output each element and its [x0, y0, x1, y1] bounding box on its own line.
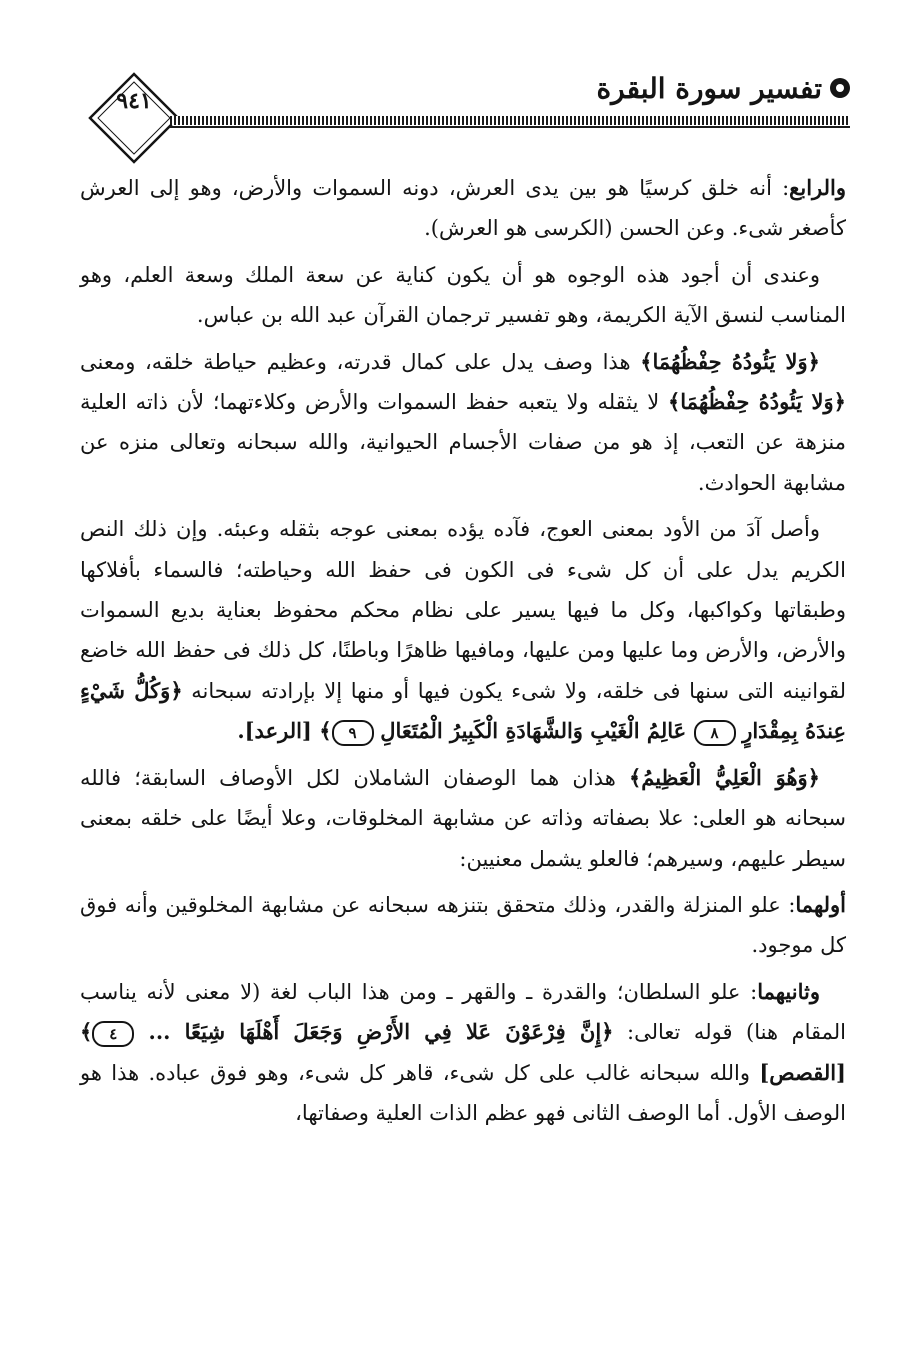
paragraph-7-lead: وثانيهما	[757, 978, 820, 1004]
verse-number-badge: ٩	[332, 720, 374, 746]
paragraph-1	[80, 168, 846, 249]
verse-number-badge: ٨	[694, 720, 736, 746]
verse-number-badge: ٤	[92, 1021, 134, 1047]
surah-reference: [الرعد].	[237, 718, 320, 744]
paragraph-7	[80, 972, 846, 1134]
quran-verse-close: ﴾	[319, 718, 332, 744]
paragraph-3	[80, 342, 846, 504]
header-rule-line	[170, 126, 850, 128]
page-number: ٩٤١	[116, 88, 152, 114]
surah-title: تفسير سورة البقرة	[596, 72, 822, 105]
paragraph-6	[80, 885, 846, 966]
quran-verse: ﴿وَلا يَئُودُهُ حِفْظُهُمَا﴾	[640, 348, 820, 374]
header-rule	[170, 116, 850, 125]
page-body	[80, 168, 846, 1139]
quran-verse-close: ﴾	[80, 1019, 93, 1045]
paragraph-3-text-1: هذا وصف يدل على كمال قدرته، وعظيم حياطة خلقه، ومعنى	[80, 349, 641, 374]
paragraph-3-text-2: لا يثقله ولا يتعبه حفظ السموات والأرض وكلاءتهما؛ لأن ذاته العلية منزهة عن التعب، إذ هو من صفات الأجسام الحيوانية، والله سبحانه وتعالى منزه عن مشابهة الحوادث.	[80, 390, 846, 495]
title-ornament-icon	[830, 78, 850, 98]
paragraph-1-lead: والرابع	[789, 175, 846, 200]
paragraph-4-text: وأصل آدَ من الأود بمعنى العوج، فآده يؤده بمعنى عوجه بثقله وعبئه. وإن ذلك النص الكريم يدل على أن كل شىء فى الكون فى حفظ الله وحياطته؛ فالسماء بأفلاكها وطبقاتها وكواكبها، وكل ما فيها يسير على نظام محكم محفوظ بعناية بديع السموات والأرض، والأرض وما عليها ومن عليها، ومافيها ظاهرًا وباطنًا، كل ذلك فى حفظ الله خاضع لقوانينه التى سنها فى خلقه، ولا شىء يكون فيها أو منها إلا بإرادته سبحانه	[80, 517, 846, 703]
paragraph-5-text: هذان هما الوصفان الشاملان لكل الأوصاف السابقة؛ فالله سبحانه هو العلى: علا بصفاته وذاته عن مشابهة المخلوقات، وعلا أيضًا على خلقه بمعنى سيطر عليهم، وسيرهم؛ فالعلو يشمل معنيين:	[80, 765, 846, 871]
paragraph-1-text: : أنه خلق كرسيًا هو بين يدى العرش، دونه السموات والأرض، وهو إلى العرش كأصغر شىء. وعن الحسن (الكرسى هو العرش).	[80, 176, 846, 241]
paragraph-7-text-2: والله سبحانه غالب على كل شىء، قاهر كل شىء، وهو فوق عباده. هذا هو الوصف الأول. أما الوصف الثانى فهو عظم الذات العلية وصفاتها،	[80, 1060, 846, 1125]
quran-verse: ﴿إِنَّ فِرْعَوْنَ عَلا فِي الأَرْضِ وَجَعَلَ أَهْلَهَا شِيَعًا ...	[134, 1019, 614, 1045]
quran-verse: عَالِمُ الْغَيْبِ وَالشَّهَادَةِ الْكَبِيرُ الْمُتَعَالِ	[380, 718, 694, 744]
page-header	[70, 58, 850, 158]
surah-reference: [القصص]	[759, 1059, 846, 1085]
quran-verse: ﴿وَلا يَئُودُهُ حِفْظُهُمَا﴾	[668, 389, 846, 415]
paragraph-2-text: وعندى أن أجود هذه الوجوه هو أن يكون كناية عن سعة الملك وسعة العلم، وهو المناسب لنسق الآية الكريمة، وهو تفسير ترجمان القرآن عبد الله بن عباس.	[80, 262, 846, 328]
page-number-diamond-ornament	[84, 68, 184, 168]
paragraph-7-text-1: : علو السلطان؛ والقدرة ـ والقهر ـ ومن هذا الباب لغة (لا معنى لأنه يناسب المقام هنا) قوله تعالى:	[80, 979, 846, 1045]
quran-verse: ﴿وَهُوَ الْعَلِيُّ الْعَظِيمُ﴾	[628, 764, 820, 790]
paragraph-4	[80, 509, 846, 751]
paragraph-6-text: : علو المنزلة والقدر، وذلك متحقق بتنزهه سبحانه عن مشابهة المخلوقين وأنه فوق كل موجود.	[80, 892, 846, 958]
paragraph-5	[80, 758, 846, 879]
paragraph-6-lead: أولهما	[795, 891, 846, 917]
quran-verse: ﴿وَكُلُّ شَيْءٍ عِندَهُ بِمِقْدَارٍ	[80, 677, 846, 744]
paragraph-2	[80, 255, 846, 336]
